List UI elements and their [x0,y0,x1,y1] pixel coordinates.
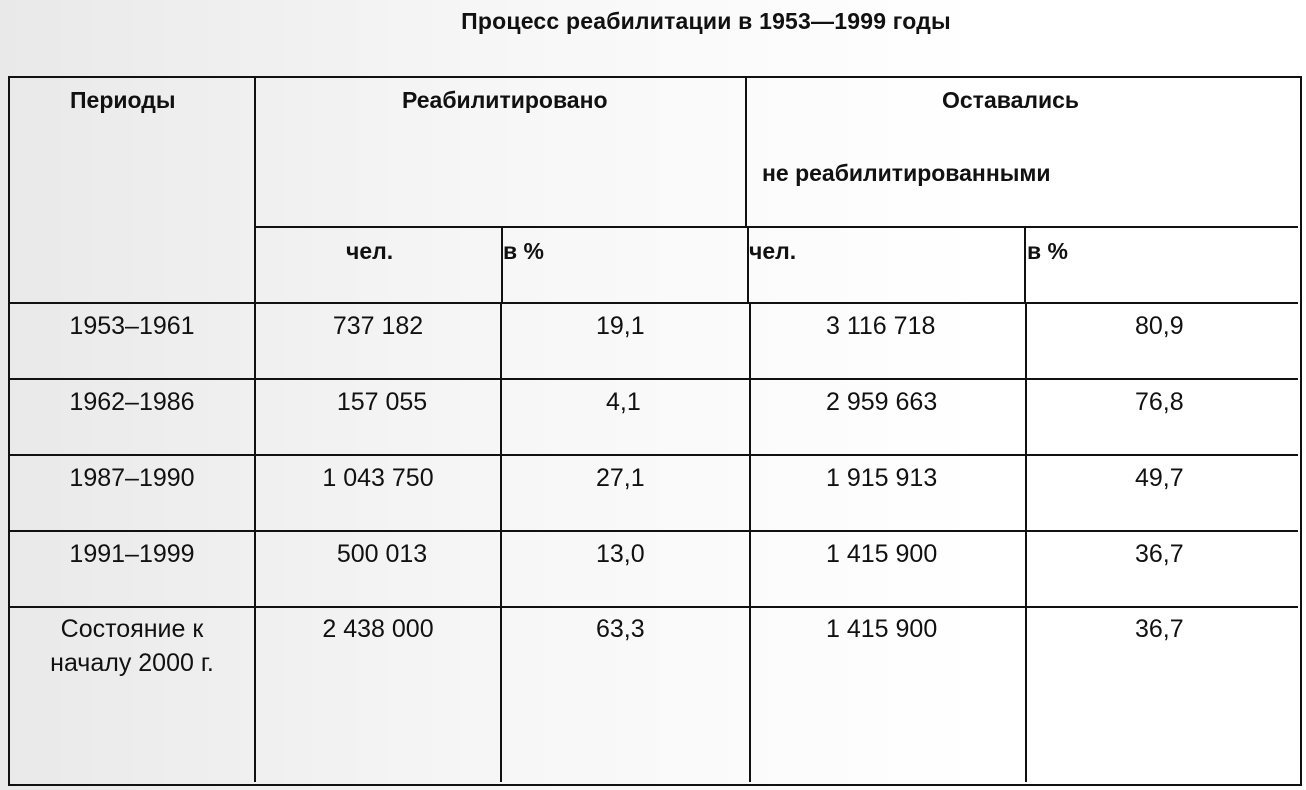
table-row-2-rehab-pct: 4,1 [606,388,641,416]
table-row-2-period: 1962–1986 [69,388,195,416]
table-row-4-period: 1991–1999 [69,540,195,568]
table-row-1-rehab-people: 737 182 [332,312,424,340]
header-periods: Периоды [70,87,176,113]
table-row-5-period-line1: Состояние к [60,615,204,643]
table-row-3-remain-pct: 49,7 [1135,464,1184,492]
table-row-2-rehab-people: 157 055 [336,388,428,416]
row-divider [10,454,1298,456]
col-divider [254,78,256,782]
col-divider [1024,228,1026,302]
table-row-2-remain-people: 2 959 663 [826,388,938,416]
subheader-remain-percent: в % [1027,238,1068,264]
header-remained-line2: не реабилитированными [762,160,1051,186]
subheader-rehab-percent: в % [503,238,544,264]
table-row-1-remain-people: 3 116 718 [826,312,936,340]
subheader-rehab-people: чел. [346,238,394,264]
table-row-3-period: 1987–1990 [69,464,195,492]
col-divider [1025,302,1027,782]
rehabilitation-table [8,76,1302,786]
table-row-3-remain-people: 1 915 913 [826,464,938,492]
col-divider [749,302,751,782]
row-divider [254,226,1298,228]
table-row-4-remain-pct: 36,7 [1135,540,1184,568]
table-row-2-remain-pct: 76,8 [1135,388,1184,416]
table-row-3-rehab-people: 1 043 750 [322,464,434,492]
table-row-4-rehab-people: 500 013 [336,540,428,568]
header-remained-line1: Оставались [942,87,1080,113]
table-row-5-rehab-people: 2 438 000 [322,615,434,643]
table-row-5-remain-people: 1 415 900 [826,615,938,643]
row-divider [10,606,1298,608]
header-rehabilitated: Реабилитировано [402,87,608,113]
table-row-5-remain-pct: 36,7 [1135,615,1184,643]
table-row-4-remain-people: 1 415 900 [826,540,938,568]
table-row-5-rehab-pct: 63,3 [596,615,645,643]
table-title: Процесс реабилитации в 1953—1999 годы [461,8,951,34]
table-row-4-rehab-pct: 13,0 [596,540,645,568]
col-divider [745,78,747,228]
table-row-3-rehab-pct: 27,1 [596,464,645,492]
row-divider [10,302,1298,304]
table-row-1-period: 1953–1961 [69,312,195,340]
subheader-remain-people: чел. [749,238,797,264]
row-divider [10,378,1298,380]
row-divider [10,530,1298,532]
table-row-1-remain-pct: 80,9 [1135,312,1184,340]
table-row-5-period-line2: началу 2000 г. [50,649,214,677]
table-row-1-rehab-pct: 19,1 [596,312,645,340]
